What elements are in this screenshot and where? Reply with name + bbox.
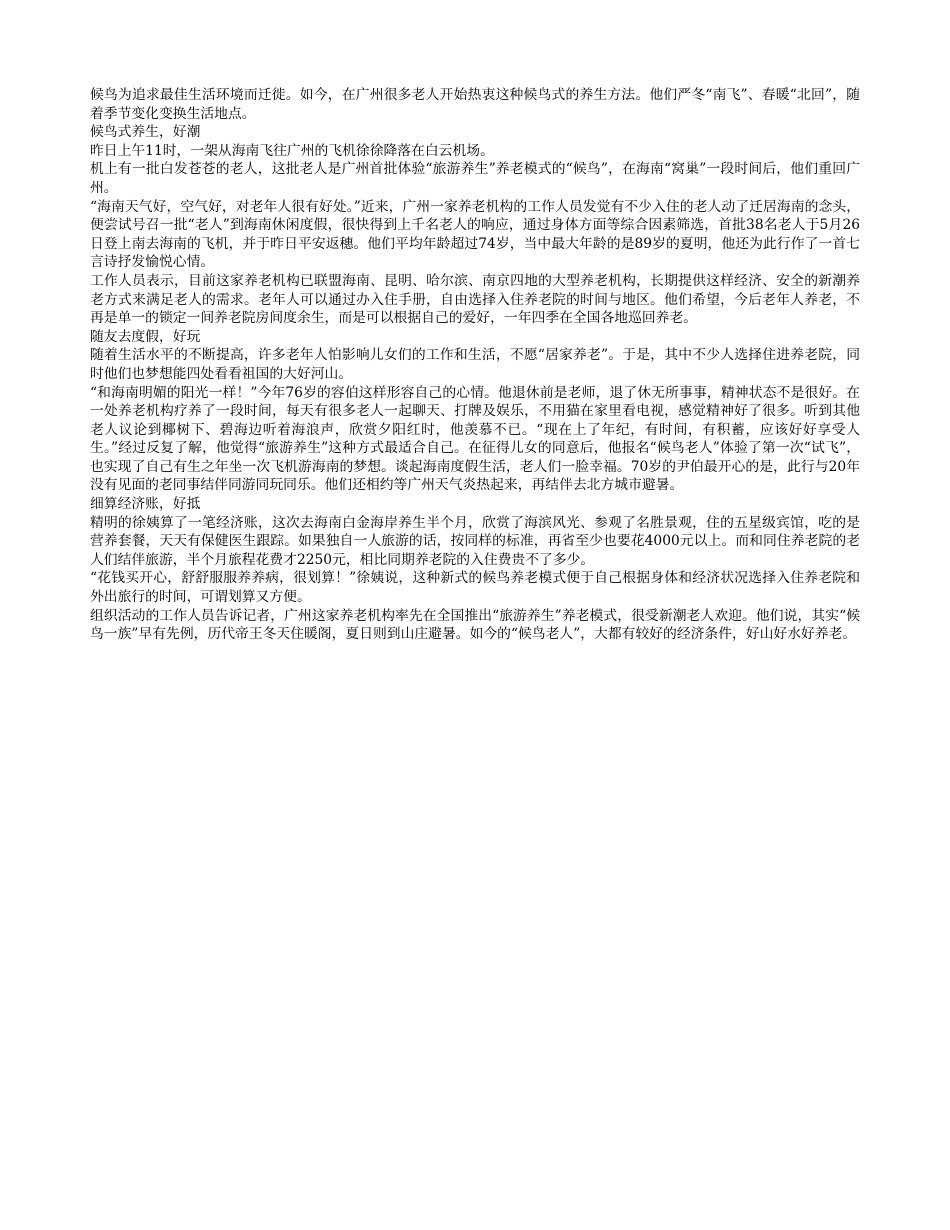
paragraph-conclusion: 组织活动的工作人员告诉记者，广州这家养老机构率先在全国推出“旅游养生”养老模式，很受新潮老人欢迎。他们说，其实“候鸟一族”早有先例，历代帝王冬天住暖阁，夏日则到山庄避暑。如今的“候鸟老人”，大都有较好的经济条件，好山好水好养老。 <box>90 607 860 643</box>
paragraph-passengers: 机上有一批白发苍苍的老人，这批老人是广州首批体验“旅游养生”养老模式的“候鸟”，在海南“窝巢”一段时间后，他们重回广州。 <box>90 161 860 196</box>
intro-paragraph: 候鸟为追求最佳生活环境而迁徙。如今，在广州很多老人开始热衷这种候鸟式的养生方法。他们严冬“南飞”、春暖“北回”，随着季节变化变换生活地点。 <box>90 87 860 122</box>
paragraph-rong-bo: “和海南明媚的阳光一样！”今年76岁的容伯这样形容自己的心情。他退休前是老师，退了休无所事事，精神状态不是很好。在一处养老机构疗养了一段时间，每天有很多老人一起聊天、打牌及娱乐，不用猫在家里看电视，感觉精神好了很多。听到其他老人议论到椰树下、碧海边听着海浪声，欣赏夕阳红时，他羡慕不已。“现在上了年纪，有时间，有积蓄，应该好好享受人生。”经过反复了解，他觉得“旅游养生”这种方式最适合自己。在征得儿女的同意后，他报名“候鸟老人”体验了第一次“试飞”，也实现了自己有生之年坐一次飞机游海南的梦想。谈起海南度假生活，老人们一脸幸福。70岁的尹伯最开心的是，此行与20年没有见面的老同事结伴同游同玩同乐。他们还相约等广州天气炎热起来，再结伴去北方城市避暑。 <box>90 384 860 494</box>
section-heading-economy: 细算经济账，好抵 <box>90 496 201 513</box>
section-heading-trend: 候鸟式养生，好潮 <box>90 124 201 141</box>
paragraph-alliance: 工作人员表示，目前这家养老机构已联盟海南、昆明、哈尔滨、南京四地的大型养老机构，长期提供这样经济、安全的新潮养老方式来满足老人的需求。老年人可以通过办入住手册，自由选择入住养老院的时间与地区。他们希望，今后老年人养老，不再是单一的锁定一间养老院房间度余生，而是可以根据自己的爱好，一年四季在全国各地巡回养老。 <box>90 272 860 327</box>
section-heading-vacation: 随友去度假，好玩 <box>90 328 201 345</box>
article-body <box>90 86 860 644</box>
paragraph-first-batch: “海南天气好，空气好，对老年人很有好处。”近来，广州一家养老机构的工作人员发觉有不少入住的老人动了迁居海南的念头，便尝试号召一批“老人”到海南休闲度假，很快得到上千名老人的响应，通过身体方面等综合因素筛选，首批38名老人于5月26日登上南去海南的飞机，并于昨日平安返穗。他们平均年龄超过74岁，当中最大年龄的是89岁的夏明，他还为此行作了一首七言诗抒发愉悦心情。 <box>90 198 860 271</box>
paragraph-living-standard: 随着生活水平的不断提高，许多老年人怕影响儿女们的工作和生活，不愿“居家养老”。于是，其中不少人选择住进养老院，同时他们也梦想能四处看看祖国的大好河山。 <box>90 347 860 382</box>
paragraph-cost-calculation: 精明的徐姨算了一笔经济账，这次去海南白金海岸养生半个月，欣赏了海滨风光、参观了名胜景观，住的五星级宾馆，吃的是营养套餐，天天有保健医生跟踪。如果独自一人旅游的话，按同样的标准，再省至少也要花4000元以上。而和同住养老院的老人们结伴旅游，半个月旅程花费才2250元，相比同期养老院的入住费贵不了多少。 <box>90 514 860 568</box>
paragraph-arrival: 昨日上午11时，一架从海南飞往广州的飞机徐徐降落在白云机场。 <box>90 142 494 159</box>
paragraph-xu-yi-quote: “花钱买开心，舒舒服服养养病，很划算！”徐姨说，这种新式的候鸟养老模式便于自己根据身体和经济状况选择入住养老院和外出旅行的时间，可谓划算又方便。 <box>90 570 860 606</box>
